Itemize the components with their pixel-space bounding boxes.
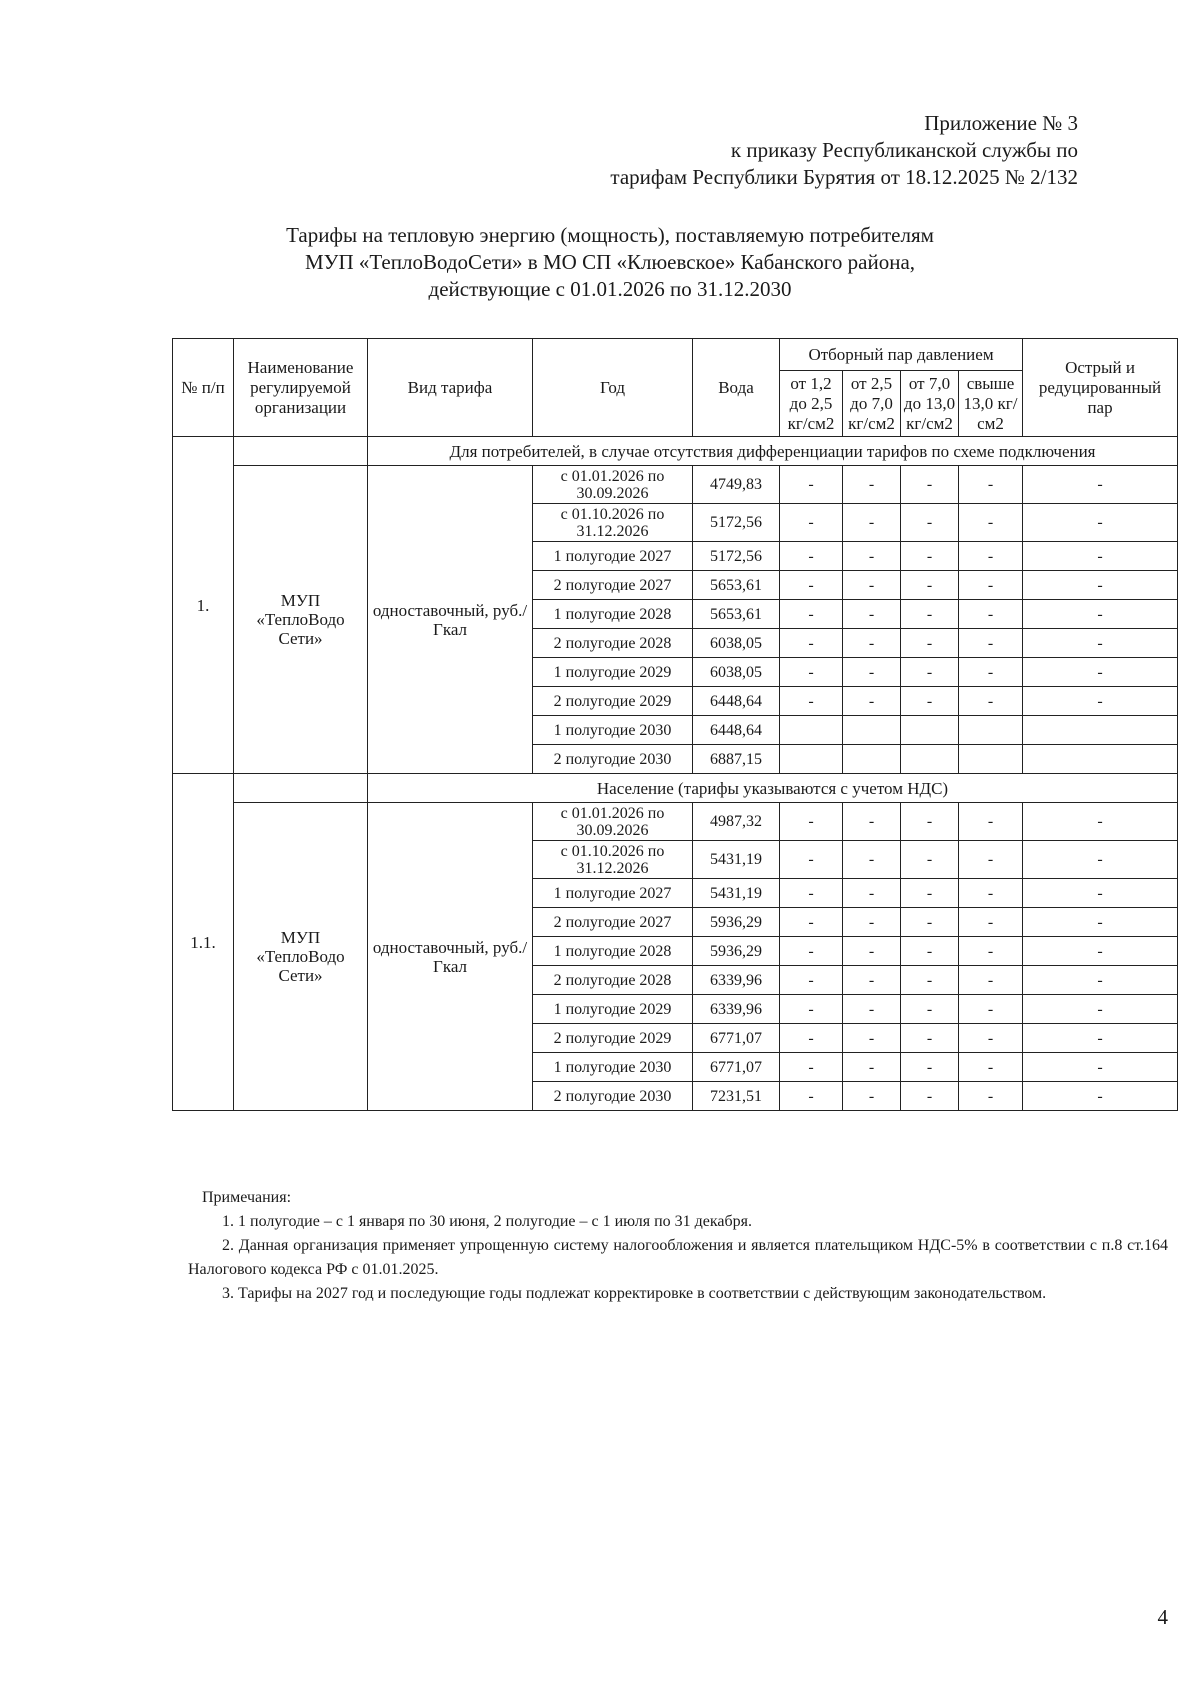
steam-tariff-dash: - xyxy=(780,542,843,571)
period-cell: 2 полугодие 2027 xyxy=(533,571,693,600)
section-subtitle: Население (тарифы указываются с учетом НДС) xyxy=(368,774,1178,803)
steam-tariff-dash: - xyxy=(959,571,1023,600)
tariff-type: одноставочный, руб./Гкал xyxy=(368,803,533,1111)
empty-cell xyxy=(901,716,959,745)
steam-tariff-dash: - xyxy=(901,803,959,841)
water-tariff-value: 6339,96 xyxy=(693,966,780,995)
steam-tariff-dash: - xyxy=(780,803,843,841)
section-number: 1. xyxy=(173,437,234,774)
document-title xyxy=(160,222,1060,303)
steam-tariff-dash: - xyxy=(959,629,1023,658)
appendix-line: тарифам Республики Бурятия от 18.12.2025 № 2/132 xyxy=(610,165,1078,189)
water-tariff-value: 6887,15 xyxy=(693,745,780,774)
water-tariff-value: 5936,29 xyxy=(693,937,780,966)
sharp-steam-dash: - xyxy=(1023,966,1178,995)
tariff-body xyxy=(173,437,1178,1111)
appendix-header xyxy=(610,110,1078,191)
steam-tariff-dash: - xyxy=(901,937,959,966)
steam-tariff-dash: - xyxy=(959,803,1023,841)
notes-heading: Примечания: xyxy=(202,1189,292,1206)
period-cell: 2 полугодие 2030 xyxy=(533,1082,693,1111)
steam-tariff-dash: - xyxy=(843,1024,901,1053)
steam-tariff-dash: - xyxy=(843,937,901,966)
empty-cell xyxy=(843,745,901,774)
period-cell: с 01.10.2026 по 31.12.2026 xyxy=(533,504,693,542)
steam-tariff-dash: - xyxy=(843,629,901,658)
header-pressure-2: от 2,5 до 7,0 кг/см2 xyxy=(843,371,901,437)
period-cell: 2 полугодие 2028 xyxy=(533,966,693,995)
steam-tariff-dash: - xyxy=(901,1082,959,1111)
sharp-steam-dash: - xyxy=(1023,1053,1178,1082)
steam-tariff-dash: - xyxy=(959,966,1023,995)
empty-cell xyxy=(843,716,901,745)
steam-tariff-dash: - xyxy=(843,542,901,571)
steam-tariff-dash: - xyxy=(843,966,901,995)
title-line: Тарифы на тепловую энергию (мощность), поставляемую потребителям xyxy=(286,223,934,247)
water-tariff-value: 5936,29 xyxy=(693,908,780,937)
sharp-steam-dash: - xyxy=(1023,600,1178,629)
steam-tariff-dash: - xyxy=(780,841,843,879)
note-item: 3. Тарифы на 2027 год и последующие годы подлежат корректировке в соответствии с действующим законодательством. xyxy=(222,1285,1047,1302)
sharp-steam-dash: - xyxy=(1023,687,1178,716)
empty-cell xyxy=(234,437,368,466)
steam-tariff-dash: - xyxy=(780,571,843,600)
tariff-type: одноставочный, руб./Гкал xyxy=(368,466,533,774)
section-subtitle-row xyxy=(173,437,1178,466)
period-cell: с 01.10.2026 по 31.12.2026 xyxy=(533,841,693,879)
steam-tariff-dash: - xyxy=(901,995,959,1024)
period-cell: 1 полугодие 2030 xyxy=(533,1053,693,1082)
organization-name: МУП «ТеплоВодо Сети» xyxy=(234,466,368,774)
steam-tariff-dash: - xyxy=(780,658,843,687)
period-cell: 1 полугодие 2027 xyxy=(533,879,693,908)
sharp-steam-dash: - xyxy=(1023,803,1178,841)
section-subtitle-row xyxy=(173,774,1178,803)
steam-tariff-dash: - xyxy=(843,504,901,542)
empty-cell xyxy=(234,774,368,803)
water-tariff-value: 6339,96 xyxy=(693,995,780,1024)
steam-tariff-dash: - xyxy=(901,687,959,716)
sharp-steam-dash: - xyxy=(1023,658,1178,687)
water-tariff-value: 7231,51 xyxy=(693,1082,780,1111)
sharp-steam-dash: - xyxy=(1023,879,1178,908)
steam-tariff-dash: - xyxy=(780,466,843,504)
table-row xyxy=(173,803,1178,841)
steam-tariff-dash: - xyxy=(901,1024,959,1053)
steam-tariff-dash: - xyxy=(780,629,843,658)
water-tariff-value: 6448,64 xyxy=(693,716,780,745)
steam-tariff-dash: - xyxy=(780,1053,843,1082)
title-line: МУП «ТеплоВодоСети» в МО СП «Клюевское» Кабанского района, xyxy=(304,250,916,274)
period-cell: с 01.01.2026 по 30.09.2026 xyxy=(533,803,693,841)
empty-cell xyxy=(959,745,1023,774)
period-cell: 1 полугодие 2028 xyxy=(533,600,693,629)
water-tariff-value: 6038,05 xyxy=(693,658,780,687)
water-tariff-value: 6038,05 xyxy=(693,629,780,658)
header-pressure-4: свыше 13,0 кг/см2 xyxy=(959,371,1023,437)
sharp-steam-dash: - xyxy=(1023,571,1178,600)
steam-tariff-dash: - xyxy=(901,571,959,600)
header-pressure-3: от 7,0 до 13,0 кг/см2 xyxy=(901,371,959,437)
steam-tariff-dash: - xyxy=(959,1082,1023,1111)
empty-cell xyxy=(901,745,959,774)
period-cell: 1 полугодие 2027 xyxy=(533,542,693,571)
header-steam-group: Отборный пар давлением xyxy=(780,339,1023,371)
empty-cell xyxy=(959,716,1023,745)
steam-tariff-dash: - xyxy=(780,908,843,937)
period-cell: 2 полугодие 2028 xyxy=(533,629,693,658)
period-cell: 1 полугодие 2029 xyxy=(533,995,693,1024)
sharp-steam-dash: - xyxy=(1023,995,1178,1024)
steam-tariff-dash: - xyxy=(843,658,901,687)
section-subtitle: Для потребителей, в случае отсутствия дифференциации тарифов по схеме подключения xyxy=(368,437,1178,466)
sharp-steam-dash: - xyxy=(1023,1082,1178,1111)
notes xyxy=(188,1186,1168,1306)
steam-tariff-dash: - xyxy=(959,841,1023,879)
steam-tariff-dash: - xyxy=(843,908,901,937)
steam-tariff-dash: - xyxy=(959,995,1023,1024)
steam-tariff-dash: - xyxy=(780,504,843,542)
period-cell: 1 полугодие 2028 xyxy=(533,937,693,966)
water-tariff-value: 5431,19 xyxy=(693,879,780,908)
steam-tariff-dash: - xyxy=(843,466,901,504)
steam-tariff-dash: - xyxy=(843,1053,901,1082)
steam-tariff-dash: - xyxy=(959,1024,1023,1053)
table-row xyxy=(173,466,1178,504)
steam-tariff-dash: - xyxy=(843,803,901,841)
header-organization: Наименование регулируемой организации xyxy=(234,339,368,437)
steam-tariff-dash: - xyxy=(959,504,1023,542)
steam-tariff-dash: - xyxy=(959,600,1023,629)
header-sharp-steam: Острый и редуцированный пар xyxy=(1023,339,1178,437)
period-cell: с 01.01.2026 по 30.09.2026 xyxy=(533,466,693,504)
empty-cell xyxy=(1023,716,1178,745)
empty-cell xyxy=(780,716,843,745)
steam-tariff-dash: - xyxy=(780,600,843,629)
steam-tariff-dash: - xyxy=(959,908,1023,937)
header-pressure-1: от 1,2 до 2,5 кг/см2 xyxy=(780,371,843,437)
organization-name: МУП «ТеплоВодо Сети» xyxy=(234,803,368,1111)
period-cell: 2 полугодие 2029 xyxy=(533,687,693,716)
title-line: действующие с 01.01.2026 по 31.12.2030 xyxy=(428,277,792,301)
period-cell: 1 полугодие 2030 xyxy=(533,716,693,745)
steam-tariff-dash: - xyxy=(780,937,843,966)
steam-tariff-dash: - xyxy=(901,966,959,995)
steam-tariff-dash: - xyxy=(843,687,901,716)
header-num: № п/п xyxy=(173,339,234,437)
water-tariff-value: 4749,83 xyxy=(693,466,780,504)
period-cell: 1 полугодие 2029 xyxy=(533,658,693,687)
water-tariff-value: 6771,07 xyxy=(693,1024,780,1053)
steam-tariff-dash: - xyxy=(901,658,959,687)
period-cell: 2 полугодие 2030 xyxy=(533,745,693,774)
steam-tariff-dash: - xyxy=(959,658,1023,687)
sharp-steam-dash: - xyxy=(1023,841,1178,879)
appendix-line: к приказу Республиканской службы по xyxy=(730,138,1078,162)
period-cell: 2 полугодие 2027 xyxy=(533,908,693,937)
steam-tariff-dash: - xyxy=(843,1082,901,1111)
steam-tariff-dash: - xyxy=(780,1024,843,1053)
sharp-steam-dash: - xyxy=(1023,504,1178,542)
steam-tariff-dash: - xyxy=(959,937,1023,966)
section-number: 1.1. xyxy=(173,774,234,1111)
steam-tariff-dash: - xyxy=(901,841,959,879)
steam-tariff-dash: - xyxy=(901,879,959,908)
water-tariff-value: 5172,56 xyxy=(693,504,780,542)
steam-tariff-dash: - xyxy=(959,542,1023,571)
tariff-table xyxy=(172,338,1178,1111)
steam-tariff-dash: - xyxy=(780,995,843,1024)
steam-tariff-dash: - xyxy=(780,1082,843,1111)
steam-tariff-dash: - xyxy=(901,600,959,629)
steam-tariff-dash: - xyxy=(901,629,959,658)
header-year: Год xyxy=(533,339,693,437)
steam-tariff-dash: - xyxy=(843,841,901,879)
water-tariff-value: 5653,61 xyxy=(693,571,780,600)
sharp-steam-dash: - xyxy=(1023,937,1178,966)
water-tariff-value: 5431,19 xyxy=(693,841,780,879)
sharp-steam-dash: - xyxy=(1023,1024,1178,1053)
period-cell: 2 полугодие 2029 xyxy=(533,1024,693,1053)
sharp-steam-dash: - xyxy=(1023,629,1178,658)
steam-tariff-dash: - xyxy=(959,1053,1023,1082)
sharp-steam-dash: - xyxy=(1023,466,1178,504)
sharp-steam-dash: - xyxy=(1023,908,1178,937)
steam-tariff-dash: - xyxy=(843,571,901,600)
steam-tariff-dash: - xyxy=(901,466,959,504)
steam-tariff-dash: - xyxy=(901,908,959,937)
water-tariff-value: 6771,07 xyxy=(693,1053,780,1082)
water-tariff-value: 4987,32 xyxy=(693,803,780,841)
header-tariff-type: Вид тарифа xyxy=(368,339,533,437)
note-item: 2. Данная организация применяет упрощенную систему налогообложения и является плательщиком НДС-5% в соответствии с п.8 ст.164 Налогового кодекса РФ с 01.01.2025. xyxy=(188,1237,1168,1278)
steam-tariff-dash: - xyxy=(780,966,843,995)
header-water: Вода xyxy=(693,339,780,437)
steam-tariff-dash: - xyxy=(901,504,959,542)
steam-tariff-dash: - xyxy=(780,687,843,716)
steam-tariff-dash: - xyxy=(901,1053,959,1082)
steam-tariff-dash: - xyxy=(843,879,901,908)
steam-tariff-dash: - xyxy=(959,879,1023,908)
water-tariff-value: 5172,56 xyxy=(693,542,780,571)
steam-tariff-dash: - xyxy=(843,995,901,1024)
page-number: 4 xyxy=(1157,1605,1168,1629)
note-item: 1. 1 полугодие – с 1 января по 30 июня, 2 полугодие – с 1 июля по 31 декабря. xyxy=(222,1213,753,1230)
water-tariff-value: 6448,64 xyxy=(693,687,780,716)
steam-tariff-dash: - xyxy=(843,600,901,629)
water-tariff-value: 5653,61 xyxy=(693,600,780,629)
steam-tariff-dash: - xyxy=(780,879,843,908)
sharp-steam-dash: - xyxy=(1023,542,1178,571)
empty-cell xyxy=(1023,745,1178,774)
steam-tariff-dash: - xyxy=(901,542,959,571)
empty-cell xyxy=(780,745,843,774)
appendix-line: Приложение № 3 xyxy=(924,111,1078,135)
steam-tariff-dash: - xyxy=(959,466,1023,504)
steam-tariff-dash: - xyxy=(959,687,1023,716)
